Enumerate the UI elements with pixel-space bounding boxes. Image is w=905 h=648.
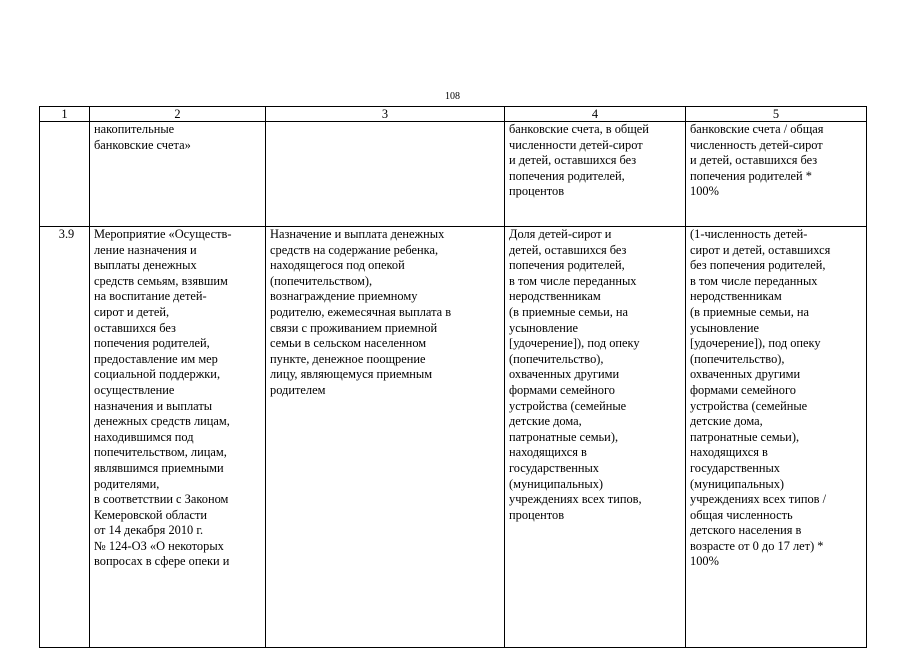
description-cell: [266, 122, 505, 227]
text-line: родителями,: [94, 476, 160, 491]
text-line: (муниципальных): [509, 476, 604, 491]
text-line: детские дома,: [690, 414, 763, 429]
text-line: лицу, являющемуся приемным: [270, 367, 433, 382]
text-line: патронатные семьи),: [509, 429, 619, 444]
text-line: в том числе переданных: [509, 273, 637, 288]
text-line: детского населения в: [690, 523, 802, 538]
text-line: предоставление им мер: [94, 351, 218, 366]
text-line: родителю, ежемесячная выплата в: [270, 304, 452, 319]
text-line: (муниципальных): [690, 476, 785, 491]
text-line: сирот и детей, оставшихся: [690, 242, 831, 257]
column-header-2: 2: [90, 107, 266, 122]
table-header-row: [40, 107, 867, 122]
formula-cell: [686, 227, 867, 648]
text-line: попечения родителей,: [94, 336, 210, 351]
text-line: Назначение и выплата денежных: [270, 227, 445, 241]
text-line: от 14 декабря 2010 г.: [94, 523, 204, 538]
text-line: учреждениях всех типов /: [690, 492, 827, 507]
column-header-1: 1: [40, 107, 90, 122]
text-line: социальной поддержки,: [94, 367, 221, 382]
text-line: формами семейного: [690, 382, 796, 397]
text-line: оставшихся без: [94, 320, 176, 335]
text-line: на воспитание детей-: [94, 289, 207, 304]
text-line: (в приемные семьи, на: [690, 304, 810, 319]
text-line: и детей, оставшихся без: [690, 153, 818, 168]
text-line: общая численность: [690, 507, 793, 522]
text-line: (попечительством),: [270, 273, 373, 288]
text-line: неродственникам: [690, 289, 782, 304]
text-line: средств на содержание ребенка,: [270, 242, 439, 257]
text-line: вознаграждение приемному: [270, 289, 418, 304]
text-line: Мероприятие «Осуществ-: [94, 227, 232, 241]
text-line: охваченных другими: [690, 367, 801, 382]
text-line: попечения родителей,: [509, 168, 625, 183]
text-line: банковские счета / общая: [690, 122, 824, 136]
text-line: 100%: [690, 554, 719, 569]
text-line: учреждениях всех типов,: [509, 492, 642, 507]
text-line: № 124-ОЗ «О некоторых: [94, 538, 224, 553]
description-cell: [266, 227, 505, 648]
text-line: пункте, денежное поощрение: [270, 351, 426, 366]
formula-cell: [686, 122, 867, 227]
text-line: находящихся в: [509, 445, 587, 460]
text-line: в соответствии с Законом: [94, 492, 229, 507]
text-line: 100%: [690, 184, 719, 199]
text-line: процентов: [509, 507, 565, 522]
text-line: усыновление: [690, 320, 759, 335]
column-header-4: 4: [505, 107, 686, 122]
text-line: устройства (семейные: [690, 398, 808, 413]
measure-cell: [90, 227, 266, 648]
text-line: связи с проживанием приемной: [270, 320, 438, 335]
text-line: находящихся в: [690, 445, 768, 460]
text-line: ление назначения и: [94, 242, 197, 257]
text-line: Кемеровской области: [94, 507, 208, 522]
text-line: сирот и детей,: [94, 304, 170, 319]
text-line: усыновление: [509, 320, 578, 335]
text-line: государственных: [690, 460, 781, 475]
text-line: вопросах в сфере опеки и: [94, 554, 230, 569]
text-line: родителем: [270, 382, 326, 397]
text-line: и детей, оставшихся без: [509, 153, 637, 168]
text-line: численность детей-сирот: [690, 137, 823, 152]
indicator-cell: [505, 227, 686, 648]
text-line: являвшимся приемными: [94, 460, 224, 475]
text-line: (попечительство),: [690, 351, 785, 366]
text-line: (1-численность детей-: [690, 227, 808, 241]
text-line: находящегося под опекой: [270, 258, 405, 273]
text-line: выплаты денежных: [94, 258, 197, 273]
text-line: охваченных другими: [509, 367, 620, 382]
table-row-3-9: [40, 227, 867, 648]
text-line: численности детей-сирот: [509, 137, 643, 152]
text-line: осуществление: [94, 382, 175, 397]
text-line: патронатные семьи),: [690, 429, 800, 444]
measure-cell: [90, 122, 266, 227]
text-line: в том числе переданных: [690, 273, 818, 288]
text-line: государственных: [509, 460, 600, 475]
text-line: находившимся под: [94, 429, 194, 444]
text-line: попечения родителей *: [690, 168, 812, 183]
indicator-cell: [505, 122, 686, 227]
text-line: возрасте от 0 до 17 лет) *: [690, 538, 824, 553]
text-line: назначения и выплаты: [94, 398, 213, 413]
column-header-3: 3: [266, 107, 505, 122]
text-line: детские дома,: [509, 414, 582, 429]
text-line: процентов: [509, 184, 565, 199]
text-line: [удочерение]), под опеку: [509, 336, 640, 351]
text-line: семьи в сельском населенном: [270, 336, 427, 351]
text-line: средств семьям, взявшим: [94, 273, 228, 288]
text-line: попечения родителей,: [509, 258, 625, 273]
text-line: накопительные: [94, 122, 175, 136]
text-line: банковские счета»: [94, 137, 191, 152]
text-line: детей, оставшихся без: [509, 242, 627, 257]
text-line: денежных средств лицам,: [94, 414, 230, 429]
text-line: (попечительство),: [509, 351, 604, 366]
page-number: 108: [445, 91, 460, 102]
text-line: [удочерение]), под опеку: [690, 336, 821, 351]
row-number-cell: [40, 122, 90, 227]
indicator-table: [39, 106, 867, 648]
table-row-continuation: [40, 122, 867, 227]
text-line: формами семейного: [509, 382, 615, 397]
text-line: Доля детей-сирот и: [509, 227, 612, 241]
text-line: устройства (семейные: [509, 398, 627, 413]
text-line: банковские счета, в общей: [509, 122, 649, 136]
text-line: неродственникам: [509, 289, 601, 304]
row-number-cell: 3.9: [40, 227, 90, 648]
text-line: без попечения родителей,: [690, 258, 826, 273]
column-header-5: 5: [686, 107, 867, 122]
text-line: (в приемные семьи, на: [509, 304, 629, 319]
text-line: попечительством, лицам,: [94, 445, 227, 460]
